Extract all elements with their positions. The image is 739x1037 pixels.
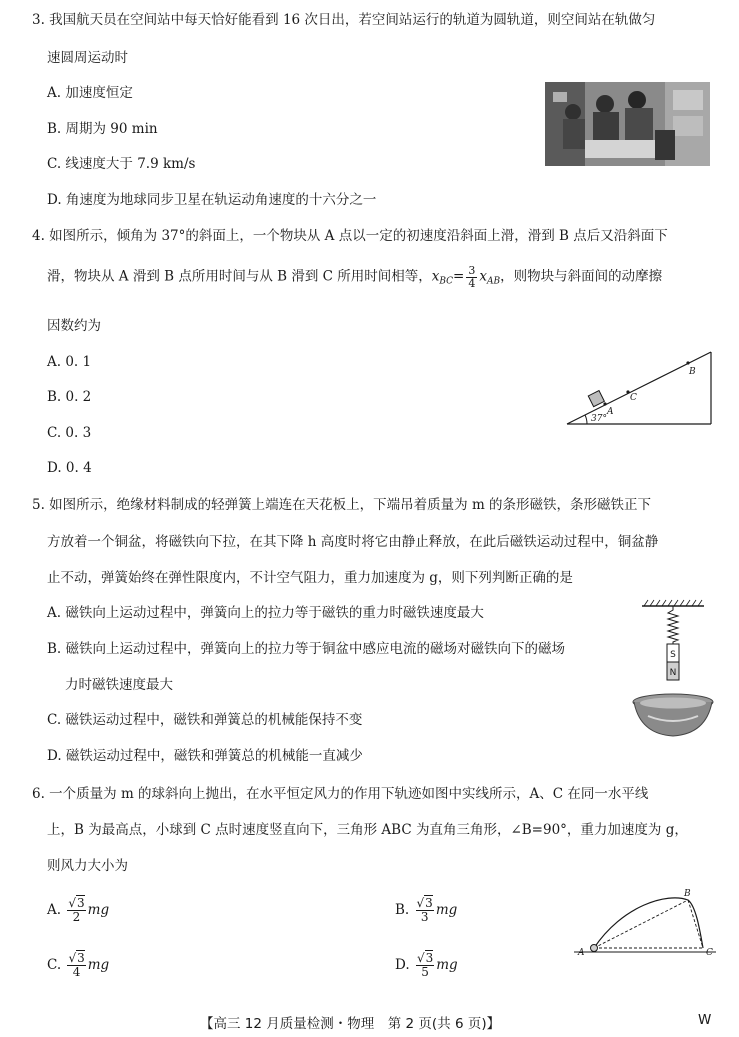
q6-option-b-rad: 3 — [425, 896, 433, 910]
q5-option-a: A. 磁铁向上运动过程中，弹簧向上的拉力等于磁铁的重力时磁铁速度最大 — [47, 605, 484, 621]
magnet-pole-n: N — [669, 668, 677, 678]
q3-stem-line2: 速圆周运动时 — [47, 50, 128, 66]
q6-option-b-fraction — [416, 897, 434, 924]
trajectory-label-a: A — [578, 948, 585, 958]
q4-x-bc-var: x — [431, 268, 440, 285]
q4-sub-ab: AB — [486, 276, 501, 287]
q6-option-a-den: 2 — [72, 910, 81, 925]
q6-option-c-letter: C. — [47, 957, 62, 974]
q5-option-d: D. 磁铁运动过程中，磁铁和弹簧总的机械能一直减少 — [47, 748, 363, 764]
q6-option-c-rad: 3 — [77, 951, 85, 965]
q5-option-b-cont: 力时磁铁速度最大 — [65, 677, 173, 693]
q6-option-a — [47, 897, 109, 924]
q6-stem-line3: 则风力大小为 — [47, 858, 128, 874]
q4-option-b: B. 0. 2 — [47, 389, 92, 405]
q3-option-c: C. 线速度大于 7.9 km/s — [47, 156, 196, 172]
q4-frac-num: 3 — [468, 264, 476, 277]
q5-stem-line2: 方放着一个铜盆，将磁铁向下拉，在其下降 h 高度时将它由静止释放，在此后磁铁运动过程中，铜盆静 — [47, 534, 659, 550]
q5-stem-line1: 5. 如图所示，绝缘材料制成的轻弹簧上端连在天花板上，下端吊着质量为 m 的条形磁铁，条形磁铁正下 — [32, 497, 652, 513]
q4-option-a: A. 0. 1 — [47, 354, 92, 370]
incline-angle-label: 37° — [591, 414, 607, 424]
q4-equals: = — [453, 268, 465, 285]
q6-option-c — [47, 952, 109, 979]
q6-option-d-tail: mg — [436, 957, 458, 974]
trajectory-figure — [572, 886, 718, 958]
sqrt-sign: √ — [68, 896, 76, 910]
q6-option-a-rad: 3 — [77, 896, 85, 910]
q4-stem-line2-text-a: 滑，物块从 A 滑到 B 点所用时间与从 B 滑到 C 所用时间相等， — [47, 268, 432, 285]
q4-option-d: D. 0. 4 — [47, 460, 92, 476]
q6-option-c-fraction — [67, 952, 85, 979]
q4-stem-line2-text-b: ，则物块与斜面间的动摩擦 — [500, 268, 663, 285]
q4-stem-line1: 4. 如图所示，倾角为 37°的斜面上，一个物块从 A 点以一定的初速度沿斜面上滑，滑到 B 点后又沿斜面下 — [32, 228, 668, 244]
q6-option-d-letter: D. — [395, 957, 410, 974]
q5-option-b: B. 磁铁向上运动过程中，弹簧向上的拉力等于铜盆中感应电流的磁场对磁铁向下的磁场 — [47, 641, 566, 657]
q6-option-d — [395, 952, 458, 979]
trajectory-label-c: C — [706, 948, 713, 958]
q4-x-ab-var: x — [479, 268, 487, 285]
q6-stem-line1: 6. 一个质量为 m 的球斜向上抛出，在水平恒定风力的作用下轨迹如图中实线所示，A、C 在同一水平线 — [32, 786, 649, 802]
q6-stem-line2: 上，B 为最高点，小球到 C 点时速度竖直向下，三角形 ABC 为直角三角形，∠B=90°，重力加速度为 g， — [47, 822, 688, 838]
q3-option-a: A. 加速度恒定 — [47, 85, 133, 101]
spring-magnet-figure — [628, 598, 718, 740]
sqrt-sign: √ — [416, 896, 425, 910]
q6-option-a-tail: mg — [87, 902, 110, 919]
sqrt-sign: √ — [68, 951, 77, 965]
q6-option-a-letter: A. — [47, 902, 62, 919]
q3-stem-line1: 3. 我国航天员在空间站中每天恰好能看到 16 次日出，若空间站运行的轨道为圆轨道，则空间站在轨做匀 — [32, 12, 656, 28]
incline-label-c: C — [630, 393, 637, 403]
q6-option-a-fraction — [67, 897, 85, 924]
q4-sub-bc: BC — [439, 276, 454, 287]
q6-option-d-rad: 3 — [425, 951, 434, 965]
q4-option-c: C. 0. 3 — [47, 425, 92, 441]
q4-fraction — [466, 265, 477, 289]
q6-option-c-tail: mg — [87, 957, 110, 974]
q6-option-d-fraction — [416, 952, 434, 979]
q4-stem-line3: 因数约为 — [47, 318, 101, 334]
incline-label-a: A — [607, 407, 614, 417]
incline-figure — [565, 348, 715, 428]
magnet-pole-s: S — [670, 650, 676, 660]
q6-option-c-den: 4 — [72, 965, 81, 980]
sqrt-sign: √ — [416, 951, 425, 965]
q6-option-b — [395, 897, 457, 924]
trajectory-label-b: B — [684, 889, 691, 899]
q5-stem-line3: 止不动，弹簧始终在弹性限度内，不计空气阻力，重力加速度为 g，则下列判断正确的是 — [47, 570, 573, 586]
q6-option-b-letter: B. — [395, 902, 410, 919]
q6-option-d-den: 5 — [421, 965, 429, 980]
q4-frac-den: 4 — [468, 276, 476, 290]
space-station-photo — [545, 82, 710, 166]
q4-stem-line2 — [47, 265, 662, 289]
q5-option-c: C. 磁铁运动过程中，磁铁和弹簧总的机械能保持不变 — [47, 712, 363, 728]
q6-option-b-tail: mg — [435, 902, 458, 919]
incline-label-b: B — [689, 367, 696, 377]
page-footer: 【高三 12 月质量检测・物理 第 2 页(共 6 页)】 — [200, 1016, 501, 1032]
footer-version-mark: W — [698, 1012, 712, 1028]
q3-option-b: B. 周期为 90 min — [47, 121, 158, 137]
q3-option-d: D. 角速度为地球同步卫星在轨运动角速度的十六分之一 — [47, 192, 377, 208]
q6-option-b-den: 3 — [420, 910, 429, 925]
